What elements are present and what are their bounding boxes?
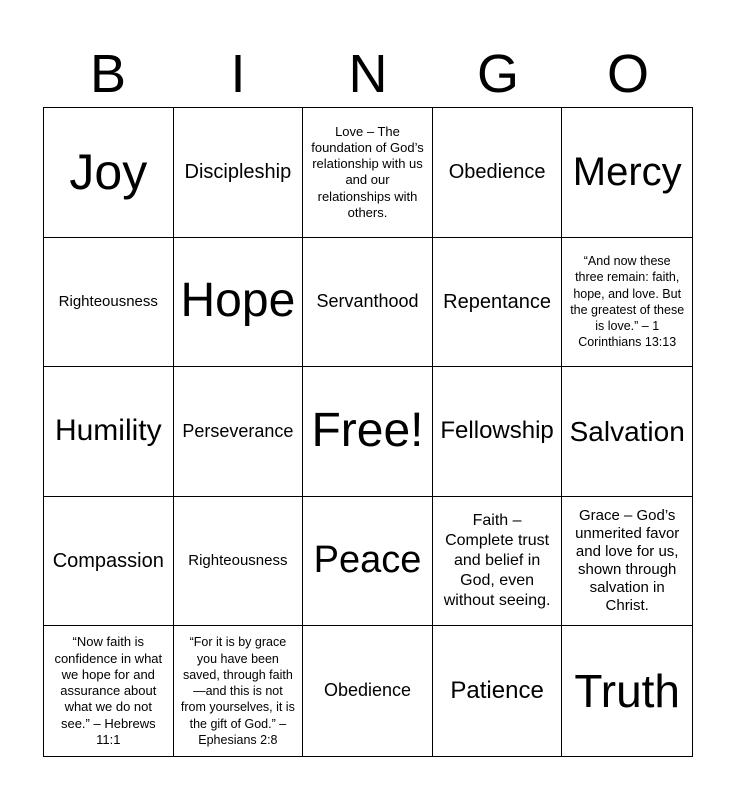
bingo-cell[interactable] <box>562 238 692 368</box>
cell-text: Righteousness <box>58 292 158 310</box>
bingo-cell[interactable] <box>44 238 174 368</box>
cell-text: Servanthood <box>316 291 419 312</box>
bingo-cell[interactable] <box>433 367 563 497</box>
header-letter-b: B <box>89 44 127 104</box>
bingo-cell[interactable] <box>174 238 304 368</box>
cell-text: “And now these three remain: faith, hope, and love. But the greatest of these is love.” – 1 Corinthians 13:13 <box>570 254 685 350</box>
cell-text: Joy <box>69 143 148 200</box>
cell-text: Humility <box>54 414 162 448</box>
cell-text: Patience <box>450 676 544 704</box>
cell-text: Hope <box>180 274 296 328</box>
bingo-cell-free[interactable] <box>303 367 433 497</box>
bingo-header <box>43 44 693 104</box>
cell-text: “Now faith is confidence in what we hope for and assurance about what we do not see.” – Hebrews 11:1 <box>54 634 163 747</box>
bingo-cell[interactable] <box>174 367 304 497</box>
cell-text: Discipleship <box>184 161 292 184</box>
cell-text: Repentance <box>443 290 552 313</box>
cell-text: Compassion <box>52 550 164 573</box>
bingo-cell[interactable] <box>433 626 563 756</box>
bingo-cell[interactable] <box>562 108 692 238</box>
cell-text: Salvation <box>569 415 685 447</box>
cell-text: Truth <box>574 664 681 717</box>
bingo-cell[interactable] <box>44 497 174 627</box>
bingo-cell[interactable] <box>433 497 563 627</box>
bingo-cell[interactable] <box>303 626 433 756</box>
cell-text: Love – The foundation of God’s relationship with us and our relationships with others. <box>311 123 424 220</box>
header-letter-g: G <box>476 44 519 104</box>
cell-text: Perseverance <box>182 420 294 441</box>
bingo-cell[interactable] <box>562 626 692 756</box>
header-letter-i: I <box>230 44 246 104</box>
bingo-cell[interactable] <box>44 108 174 238</box>
bingo-cell[interactable] <box>174 626 304 756</box>
bingo-cell[interactable] <box>174 108 304 238</box>
cell-text: Faith – Complete trust and belief in God, even without seeing. <box>443 512 551 610</box>
header-letter-o: O <box>606 44 649 104</box>
bingo-cell[interactable] <box>174 497 304 627</box>
bingo-cell[interactable] <box>44 626 174 756</box>
free-space-text: Free! <box>311 404 424 458</box>
bingo-board <box>43 107 693 757</box>
cell-text: Righteousness <box>188 552 288 570</box>
bingo-cell[interactable] <box>433 238 563 368</box>
bingo-cell[interactable] <box>433 108 563 238</box>
cell-text: Grace – God’s unmerited favor and love for us, shown through salvation in Christ. <box>575 507 680 615</box>
cell-text: “For it is by grace you have been saved, through faith—and this is not from yourselves, it is the gift of God.” – Ephesians 2:8 <box>180 635 295 747</box>
bingo-cell[interactable] <box>303 497 433 627</box>
bingo-cell[interactable] <box>44 367 174 497</box>
cell-text: Obedience <box>448 161 546 184</box>
bingo-cell[interactable] <box>303 238 433 368</box>
cell-text: Fellowship <box>440 417 554 445</box>
cell-text: Mercy <box>572 150 682 195</box>
bingo-cell[interactable] <box>562 497 692 627</box>
cell-text: Peace <box>313 539 422 582</box>
bingo-cell[interactable] <box>562 367 692 497</box>
bingo-cell[interactable] <box>303 108 433 238</box>
cell-text: Obedience <box>323 680 412 701</box>
header-letter-n: N <box>348 44 388 104</box>
